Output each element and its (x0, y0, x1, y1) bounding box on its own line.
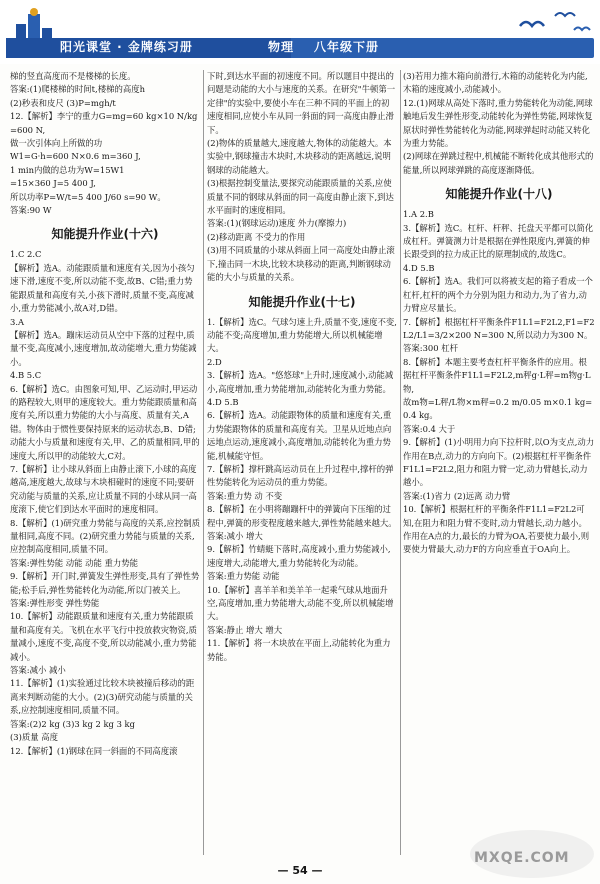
page-header (0, 0, 600, 64)
text-line: W1=G·h=600 N×0.6 m=360 J, (10, 151, 141, 162)
grade-label: 八年级下册 (314, 40, 380, 54)
text-line: 1.C 2.C (10, 249, 42, 260)
text-line: 4.D 5.B (207, 396, 239, 407)
column-left (10, 70, 200, 860)
text-line: 3.A (10, 316, 25, 327)
text-line: (3)用不同质量的小球从斜面上同一高度处由静止滚下,撞击同一木块,比较木块移动的距离,判断钢球动能的大小与质量的关系。 (207, 245, 395, 283)
text-line: 9.【解析】开门时,弹簧发生弹性形变,具有了弹性势能;松手后,弹性势能转化为动能,所以门被关上。 (10, 571, 200, 595)
text-line: 11.【解析】(1)实验通过比较木块被撞后移动的距离来判断动能的大小。(2)(3)研究动能与质量的关系,应控制速度相同,质量不同。 (10, 678, 195, 716)
text-line: 11.【解析】将一木块放在平面上,动能转化为重力势能。 (207, 638, 391, 662)
text-line: 所以功率P=W/t=5 400 J/60 s=90 W。 (10, 191, 166, 202)
text-line: 答案:(1)(钢球运动)速度 外力(摩擦力) (207, 218, 347, 229)
text-line: (3)若用力推木箱向前滑行,木箱的动能转化为内能,木箱的速度减小,动能减小。 (403, 71, 588, 95)
text-line: 9.【解析】(1)小明用力向下拉杆时,以O为支点,动力作用在B点,动力的方向向下。(2)根据杠杆平衡条件F1L1=F2L2,阻力和阻力臂一定,动力臂越长,动力越小。 (403, 437, 595, 488)
section-title: 知能提升作业(十六) (51, 227, 159, 242)
text-line: 答案:0.4 大于 (403, 423, 456, 434)
text-line: =15×360 J=5 400 J, (10, 178, 96, 189)
text-line: 【解析】选A。动能跟质量和速度有关,因为小孩匀速下滑,速度不变,所以动能不变,故B、C错;重力势能跟质量和高度有关,小孩下滑时,质量不变,高度减小,重力势能减小,故A对,D错。 (10, 262, 195, 314)
text-line: 8.【解析】在小明将蹦蹦杆中的弹簧向下压缩的过程中,弹簧的形变程度越来越大,弹性势能越来越大。 (207, 504, 397, 528)
text-line: 3.【解析】选C。杠杆、杆秤、托盘天平都可以简化成杠杆。弹簧测力计是根据在弹性限度内,弹簧的伸长跟受到的拉力成正比的原理制成的,故选C。 (403, 222, 594, 260)
text-line: 答案:300 杠杆 (403, 343, 458, 354)
text-line: 答案:弹性势能 动能 动能 重力势能 (10, 557, 139, 568)
text-line: 3.【解析】选A。"悠悠球"上升时,速度减小,动能减小,高度增加,重力势能增加,动能转化为重力势能。 (207, 370, 394, 394)
text-line: 答案:(1)爬楼梯的时间t,楼梯的高度h (10, 84, 145, 95)
text-line: 10.【解析】根据杠杆的平衡条件F1L1=F2L2可知,在阻力和阻力臂不变时,动力臂越长,动力越小。作用在A点的力,最长的力臂为OA,若要使力最小,则要使力臂最大,动力F的方向应垂直于OA向上。 (403, 504, 590, 555)
text-line: 7.【解析】让小球从斜面上由静止滚下,小球的高度越高,速度越大,故球与木块相碰时的速度不同;要研究动能与质量的关系,应让质量不同的小球从同一高度滚下,使它们到达水平面时的速度相同。 (10, 463, 197, 515)
watermark-text: MXQE.COM (474, 850, 570, 866)
text-line: 做一次引体向上所做的功 (10, 138, 103, 149)
book-brand: 阳光课堂 · 金牌练习册 (60, 40, 193, 54)
section-title: 知能提升作业(十七) (248, 294, 356, 309)
text-line: (2)秒表和皮尺 (3)P=mgh/t (10, 97, 116, 108)
page-number: — 54 — (277, 864, 323, 877)
text-line: 12.【解析】李宁的重力G=mg=60 kg×10 N/kg=600 N, (10, 111, 198, 135)
text-line: (2)物体的质量越大,速度越大,物体的动能越大。本实验中,钢球撞击木块时,木块移动的距离越远,说明钢球的动能越大。 (207, 138, 392, 175)
text-line: 答案:(2)2 kg (3)3 kg 2 kg 3 kg (10, 718, 135, 729)
text-line: 7.【解析】根据杠杆平衡条件F1L1=F2L2,F1=F2L2/L1=3/2×200 N=300 N,所以动力为300 N。 (403, 316, 595, 340)
text-line: 4.B 5.C (10, 370, 42, 381)
text-line: 答案:(1)省力 (2)远离 动力臂 (403, 490, 511, 501)
text-line: (2)网球在弹跳过程中,机械能不断转化成其他形式的能量,所以网球弹跳的高度逐渐降低。 (403, 151, 594, 175)
text-line: 下时,到达水平面的初速度不同。所以题目中提出的问题是动能的大小与速度的关系。在研究"牛顿第一定律"的实验中,要使小车在三种不同的平面上的初速度相同,应使小车从同一斜面的同一高度由静止滑下。 (207, 71, 396, 135)
text-line: 梯的竖直高度而不是楼梯的长度。 (10, 71, 136, 81)
text-line: 7.【解析】撑杆跳高运动员在上升过程中,撑杆的弹性势能转化为运动员的重力势能。 (207, 463, 394, 488)
text-line: 答案:静止 增大 增大 (207, 624, 283, 635)
text-line: 6.【解析】选A。动能跟物体的质量和速度有关,重力势能跟物体的质量和高度有关。卫星从近地点向远地点运动,速度减小,高度增加,动能转化为重力势能,机械能守恒。 (207, 410, 392, 461)
text-line: 故m物=L秤/L物×m秤=0.2 m/0.05 m×0.1 kg=0.4 kg。 (403, 396, 593, 421)
column-divider (203, 70, 204, 855)
text-line: (3)质量 高度 (10, 732, 59, 743)
section-title: 知能提升作业(十八) (445, 187, 553, 202)
text-line: 10.【解析】动能跟质量和速度有关,重力势能跟质量和高度有关。飞机在水平飞行中投放救灾物资,质量减小,速度不变,高度不变,所以动能减小,重力势能减小。 (10, 611, 197, 662)
text-line: 答案:减小 减小 (10, 665, 66, 676)
text-line: 2.D (207, 356, 222, 367)
text-line: 4.D 5.B (403, 262, 435, 273)
text-line: 8.【解析】(1)研究重力势能与高度的关系,应控制质量相同,高度不同。(2)研究重力势能与质量的关系,应控制高度相同,质量不同。 (10, 517, 200, 555)
text-line: (3)根据控制变量法,要探究动能跟质量的关系,应使质量不同的钢球从斜面的同一高度由静止滚下,到达水平面时的速度相同。 (207, 178, 394, 216)
text-line: 答案:重力势能 动能 (207, 571, 280, 582)
text-line: 答案:90 W (10, 205, 52, 216)
text-line: 6.【解析】选A。我们可以将被支起的箱子看成一个杠杆,杠杆的两个力分别为阻力和动力,为了省力,动力臂应尽量长。 (403, 276, 593, 314)
text-line: 1.A 2.B (403, 209, 434, 220)
column-divider (400, 70, 401, 855)
column-right (403, 70, 595, 860)
text-line: 9.【解析】竹蜻蜓下落时,高度减小,重力势能减小,速度增大,动能增大,重力势能转化为动能。 (207, 544, 391, 568)
text-line: 答案:重力势 动 不变 (207, 490, 283, 501)
column-middle (207, 70, 397, 860)
text-line: 答案:弹性形变 弹性势能 (10, 598, 100, 609)
subject-label: 物理 (268, 40, 295, 54)
text-line: 1 min内做的总功为W=15W1 (10, 164, 125, 175)
text-line: 1.【解析】选C。气球匀速上升,质量不变,速度不变,动能不变;高度增加,重力势能增大,所以机械能增大。 (207, 316, 397, 354)
text-line: 【解析】选A。蹦床运动员从空中下落的过程中,质量不变,高度减小,速度增加,故动能增大,重力势能减小。 (10, 329, 197, 367)
text-line: 10.【解析】喜羊羊和美羊羊一起乘气球从地面升空,高度增加,重力势能增大,动能不变,所以机械能增大。 (207, 584, 394, 622)
text-line: 8.【解析】本题主要考查杠杆平衡条件的应用。根据杠杆平衡条件F1L1=F2L2,m秤g·L秤=m物g·L物, (403, 356, 591, 394)
text-line: 答案:减小 增大 (207, 531, 263, 541)
text-line: 6.【解析】选C。由图象可知,甲、乙运动时,甲运动的路程较大,则甲的速度较大。重力势能跟质量和高度有关,所以重力势能的大小与高度、质量有关,A错。物体由于惯性要保持原来的运动状态,B、D错;动能大小与质量和速度有关,甲、乙的质量相同,甲的速度大,所以甲的动能较大,C对。 (10, 383, 200, 461)
text-line: 12.(1)网球从高处下落时,重力势能转化为动能,网球触地后发生弹性形变,动能转化为弹性势能,网球恢复原状时弹性势能转化为动能,网球弹起时动能又转化为重力势能。 (403, 97, 593, 149)
birds-decoration-icon (500, 6, 595, 40)
text-line: 12.【解析】(1)钢球在同一斜面的不同高度滚 (10, 745, 178, 756)
text-line: (2)移动距离 不受力的作用 (207, 231, 306, 242)
